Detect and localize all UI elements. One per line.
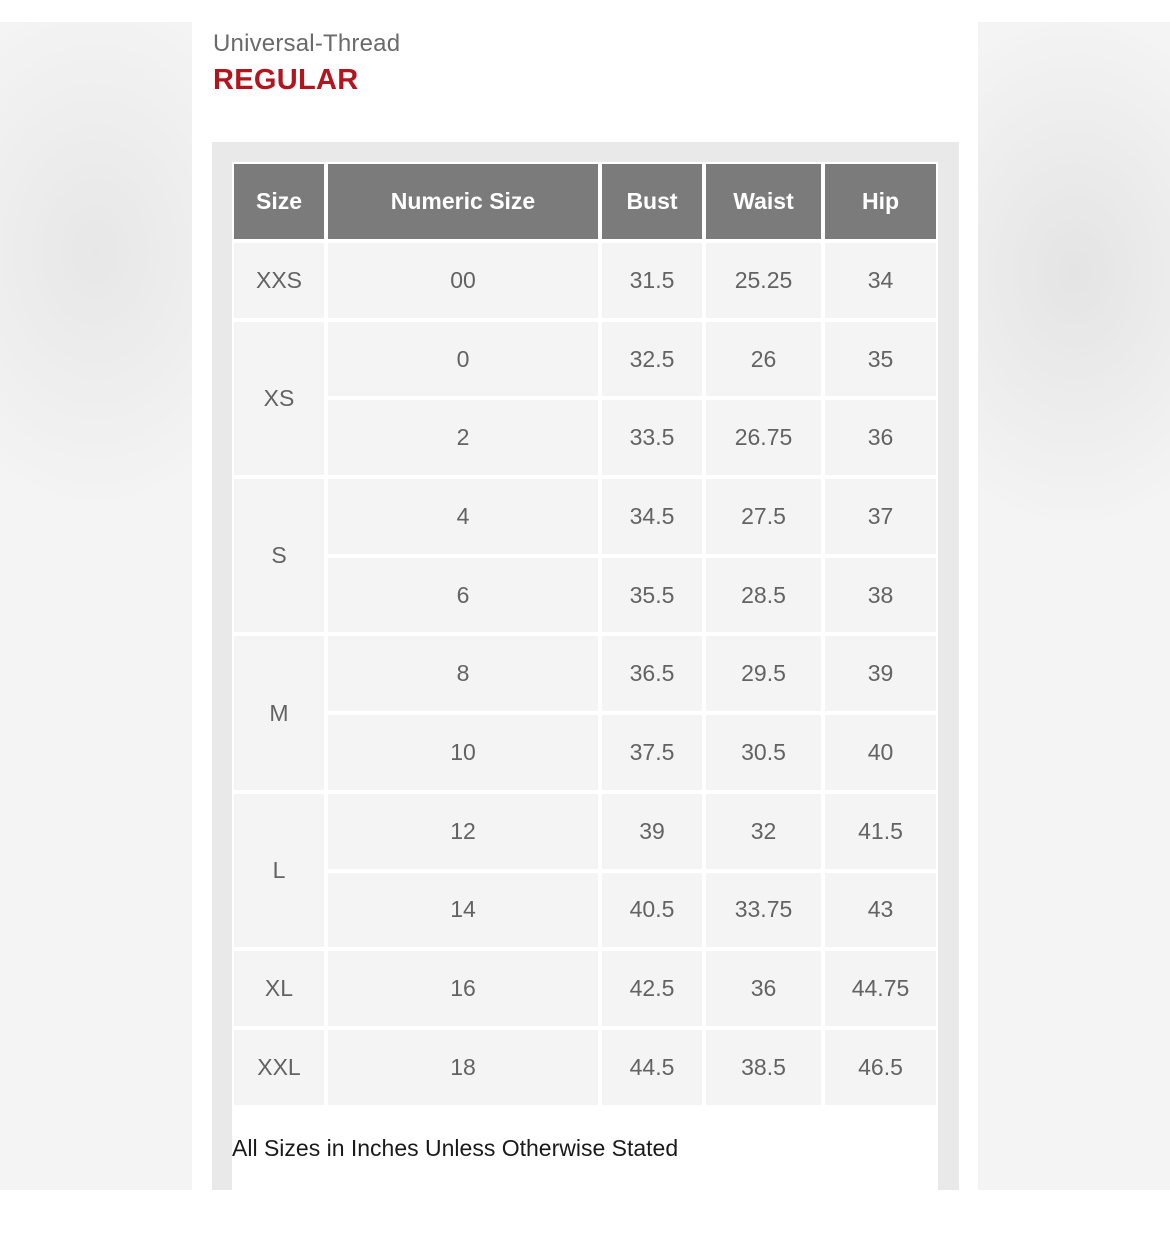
header-bust: Bust	[602, 164, 702, 239]
numeric-size-cell: 00	[328, 243, 598, 318]
size-cell: XXS	[234, 243, 324, 318]
bust-cell: 44.5	[602, 1030, 702, 1105]
bust-cell: 40.5	[602, 873, 702, 948]
table-row	[234, 322, 936, 397]
numeric-size-cell: 18	[328, 1030, 598, 1105]
hip-cell: 44.75	[825, 951, 936, 1026]
size-cell: S	[234, 479, 324, 632]
hip-cell: 39	[825, 636, 936, 711]
size-cell: M	[234, 636, 324, 789]
size-cell: XXL	[234, 1030, 324, 1105]
waist-cell: 30.5	[706, 715, 821, 790]
bust-cell: 31.5	[602, 243, 702, 318]
bust-cell: 36.5	[602, 636, 702, 711]
waist-cell: 26	[706, 322, 821, 397]
bust-cell: 35.5	[602, 558, 702, 633]
hip-cell: 38	[825, 558, 936, 633]
waist-cell: 33.75	[706, 873, 821, 948]
hip-cell: 34	[825, 243, 936, 318]
hip-cell: 46.5	[825, 1030, 936, 1105]
bust-cell: 32.5	[602, 322, 702, 397]
header-row	[234, 164, 936, 239]
bust-cell: 39	[602, 794, 702, 869]
numeric-size-cell: 12	[328, 794, 598, 869]
waist-cell: 28.5	[706, 558, 821, 633]
table-row	[234, 1030, 936, 1105]
waist-cell: 38.5	[706, 1030, 821, 1105]
numeric-size-cell: 6	[328, 558, 598, 633]
numeric-size-cell: 4	[328, 479, 598, 554]
bust-cell: 42.5	[602, 951, 702, 1026]
waist-cell: 25.25	[706, 243, 821, 318]
table-row	[234, 873, 936, 948]
table-row	[234, 479, 936, 554]
waist-cell: 27.5	[706, 479, 821, 554]
size-chart-table	[230, 160, 940, 1109]
bust-cell: 34.5	[602, 479, 702, 554]
bust-cell: 37.5	[602, 715, 702, 790]
numeric-size-cell: 10	[328, 715, 598, 790]
header-waist: Waist	[706, 164, 821, 239]
table-row	[234, 400, 936, 475]
bust-cell: 33.5	[602, 400, 702, 475]
hip-cell: 35	[825, 322, 936, 397]
header-numeric-size: Numeric Size	[328, 164, 598, 239]
hip-cell: 41.5	[825, 794, 936, 869]
waist-cell: 32	[706, 794, 821, 869]
header-size: Size	[234, 164, 324, 239]
table-row	[234, 951, 936, 1026]
fit-title: REGULAR	[213, 64, 359, 96]
numeric-size-cell: 14	[328, 873, 598, 948]
waist-cell: 36	[706, 951, 821, 1026]
table-row	[234, 715, 936, 790]
units-note: All Sizes in Inches Unless Otherwise Stated	[232, 1135, 679, 1161]
waist-cell: 29.5	[706, 636, 821, 711]
table-row	[234, 558, 936, 633]
hip-cell: 37	[825, 479, 936, 554]
waist-cell: 26.75	[706, 400, 821, 475]
size-cell: XS	[234, 322, 324, 475]
size-cell: L	[234, 794, 324, 947]
numeric-size-cell: 16	[328, 951, 598, 1026]
table-row	[234, 636, 936, 711]
numeric-size-cell: 2	[328, 400, 598, 475]
header-hip: Hip	[825, 164, 936, 239]
brand-name: Universal-Thread	[213, 30, 401, 57]
table-row	[234, 794, 936, 869]
numeric-size-cell: 0	[328, 322, 598, 397]
hip-cell: 36	[825, 400, 936, 475]
hip-cell: 43	[825, 873, 936, 948]
hip-cell: 40	[825, 715, 936, 790]
numeric-size-cell: 8	[328, 636, 598, 711]
table-row	[234, 243, 936, 318]
size-cell: XL	[234, 951, 324, 1026]
